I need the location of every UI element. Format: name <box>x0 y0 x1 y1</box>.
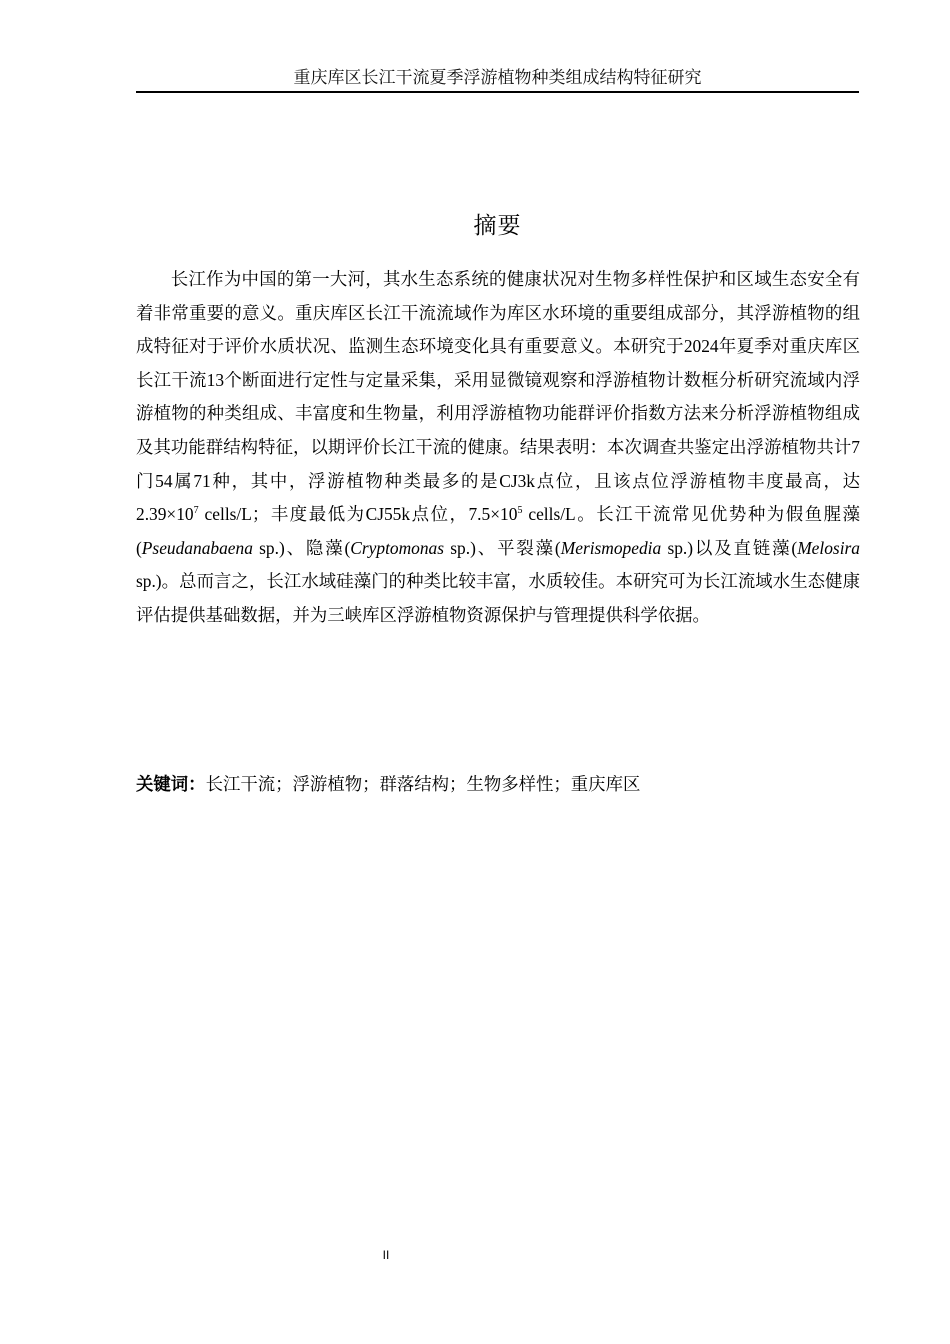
abstract-text: sp.)、平裂藻( <box>444 537 561 558</box>
header-rule <box>136 91 859 93</box>
abstract-text: cells/L。长江干流常见优势种为假鱼腥藻( <box>136 504 860 558</box>
species-name: Cryptomonas <box>350 537 445 558</box>
keywords <box>136 768 860 801</box>
species-name: Melosira <box>797 537 860 558</box>
abstract-text: sp.)以及直链藻( <box>661 537 798 558</box>
abstract-paragraph <box>136 263 860 633</box>
abstract-text: cells/L；丰度最低为CJ55k点位，7.5×10 <box>198 504 518 525</box>
page-title: 摘要 <box>473 213 522 239</box>
page-number: II <box>382 1248 390 1262</box>
abstract-text: sp.)、隐藻( <box>252 537 351 558</box>
abundance-min-exponent: 5 <box>517 505 523 517</box>
keywords-label: 关键词： <box>136 774 206 794</box>
keywords-text: 长江干流；浮游植物；群落结构；生物多样性；重庆库区 <box>205 774 641 794</box>
running-header: 重庆库区长江干流夏季浮游植物种类组成结构特征研究 <box>293 68 702 87</box>
species-name: Pseudanabaena <box>141 537 253 558</box>
species-name: Merismopedia <box>560 537 662 558</box>
abstract-text: 长江作为中国的第一大河，其水生态系统的健康状况对生物多样性保护和区域生态安全有着非常重要的意义。重庆库区长江干流流域作为库区水环境的重要组成部分，其浮游植物的组成特征对于评价水质状况、监测生态环境变化具有重要意义。本研究于2024年夏季对重庆库区长江干流13个断面进行定性与定量采集，采用显微镜观察和浮游植物计数框分析研究流域内浮游植物的种类组成、丰富度和生物量，利用浮游植物功能群评价指数方法来分析浮游植物组成及其功能群结构特征，以期评价长江干流的健康。结果表明：本次调查共鉴定出浮游植物共计7门54属71种，其中，浮游植物种类最多的是CJ3k点位，且该点位浮游植物丰度最高，达2.39×10 <box>136 269 860 525</box>
abundance-max-exponent: 7 <box>193 505 199 517</box>
abstract-text: sp.)。总而言之，长江水域硅藻门的种类比较丰富，水质较佳。本研究可为长江流域水生态健康评估提供基础数据，并为三峡库区浮游植物资源保护与管理提供科学依据。 <box>136 571 860 625</box>
